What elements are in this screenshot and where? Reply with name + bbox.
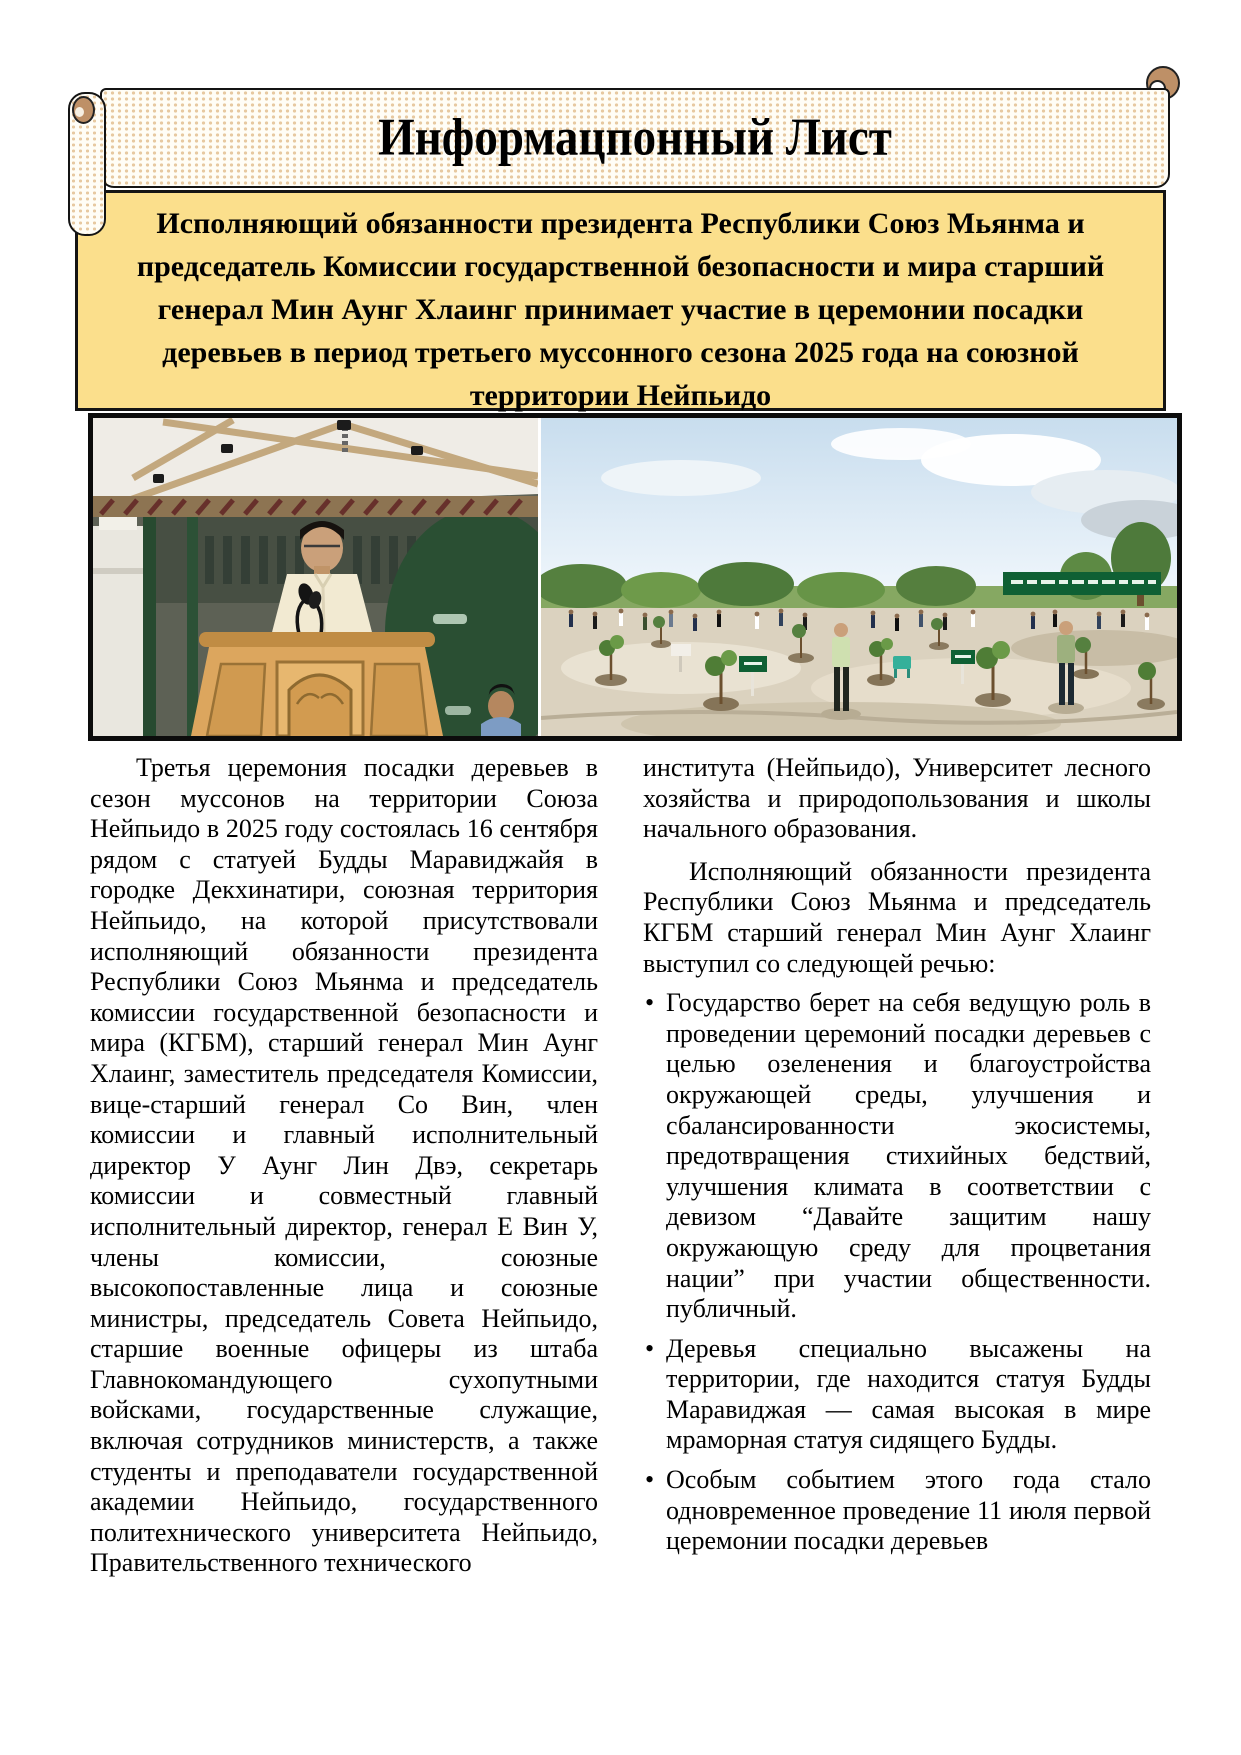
- right-column-paragraph-1: института (Нейпьидо), Университет лесного хозяйства и природопользования и школы начального образования.: [643, 753, 1151, 844]
- left-column-paragraph: Третья церемония посадки деревьев в сезон муссонов на территории Союза Нейпьидо в 2025 году состоялась 16 сентября рядом с статуей Будды Маравиджайя в городке Декхинатири, союзная территория Нейпьидо, на которой присутствовали исполняющий обязанности президента Республики Союз Мьянма и председатель комиссии государственной безопасности и мира (КГБМ), старший генерал Мин Аунг Хлаинг, заместитель председателя Комиссии, вице-старший генерал Со Вин, член комиссии и главный исполнительный директор У Аунг Лин Двэ, секретарь комиссии и совместный главный исполнительный директор, генерал Е Вин У, члены комиссии, союзные высокопоставленные лица и союзные министры, председатель Совета Нейпьидо, старшие военные офицеры из штаба Главнокомандующего сухопутными войсками, государственные служащие, включая сотрудников министерств, а также студенты и преподаватели государственной академии Нейпьидо, государственного политехнического университета Нейпьидо, Правительственного технического: [90, 753, 598, 1578]
- article-body: [90, 753, 1151, 1579]
- speech-photo: [93, 418, 538, 736]
- right-column: [643, 753, 1151, 1579]
- speech-bullet: • Государство берет на себя ведущую роль в проведении церемоний посадки деревьев с целью озеленения и благоустройства окружающей среды, улучшения и сбалансированности экосистемы, предотвращения стихийных бедствий, улучшения климата в соответствии с девизом “Давайте защитим нашу окружающую среду для процветания нации” при участии общественности. публичный.: [643, 988, 1151, 1325]
- headline-box: [75, 190, 1166, 411]
- right-column-paragraph-2: Исполняющий обязанности президента Республики Союз Мьянма и председатель КГБМ старший генерал Мин Аунг Хлаинг выступил со следующей речью:: [643, 856, 1151, 978]
- left-column: [90, 753, 598, 1579]
- headline-text: Исполняющий обязанности президента Республики Союз Мьянма и председатель Комиссии государственной безопасности и мира старший генерал Мин Аунг Хлаинг принимает участие в церемонии посадки деревьев в период третьего муссонного сезона 2025 года на союзной территории Нейпьидо: [136, 207, 1105, 412]
- photo-strip: [88, 413, 1182, 741]
- tree-planting-photo: [541, 418, 1177, 736]
- page-title: Информацпонный Лист: [378, 108, 892, 167]
- speech-bullet: • Особым событием этого года стало одновременное проведение 11 июля первой церемонии посадки деревьев: [643, 1465, 1151, 1557]
- title-banner-scroll: [100, 88, 1170, 188]
- scroll-left-roll: [68, 92, 106, 236]
- speech-bullet: • Деревья специально высажены на территории, где находится статуя Будды Маравиджая — самая высокая в мире мраморная статуя сидящего Будды.: [643, 1334, 1151, 1456]
- scroll-curl-left-icon: [72, 96, 95, 124]
- speech-bullet-list: [643, 988, 1151, 1557]
